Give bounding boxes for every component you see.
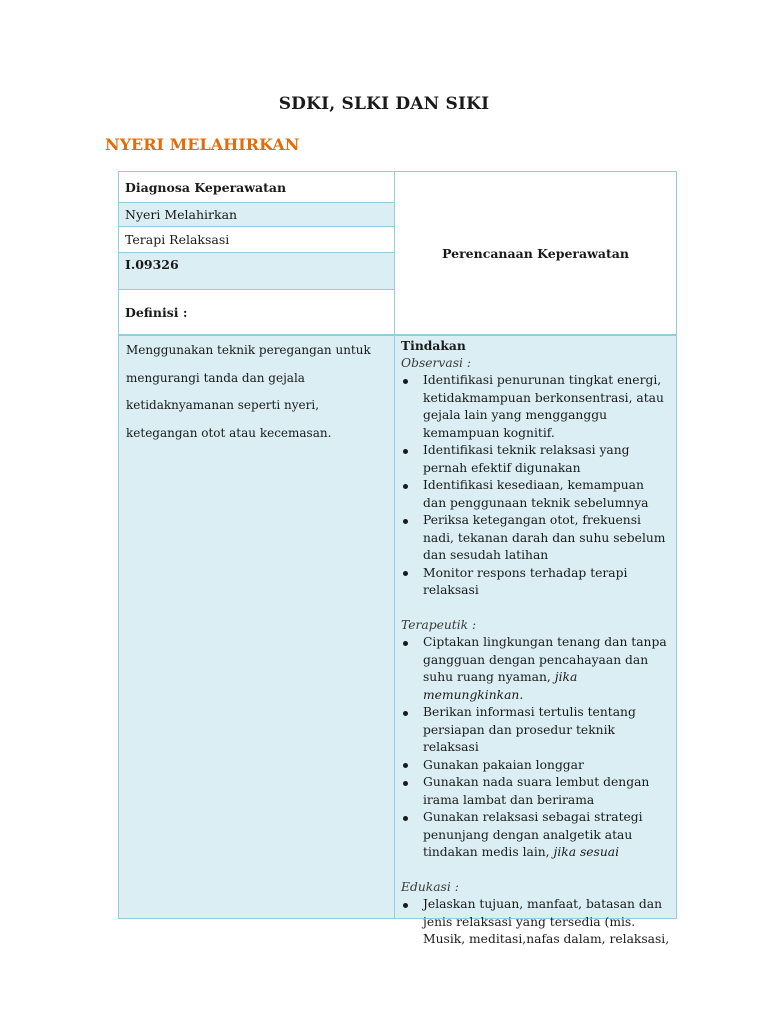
care-plan-table (118, 171, 677, 946)
definition-text: Menggunakan teknik peregangan untuk mengurangi tanda dan gejala ketidaknyamanan seperti nyeri, ketegangan otot atau kecemasan. (119, 336, 394, 918)
document-title: SDKI, SLKI DAN SIKI (278, 94, 490, 114)
diagnosis-name-cell (119, 203, 395, 227)
diagnosis-header: Diagnosa Keperawatan (125, 179, 287, 195)
edukasi-label: Edukasi : (401, 879, 459, 894)
definition-label: Definisi : (125, 304, 188, 320)
section-title: NYERI MELAHIRKAN (105, 135, 300, 154)
intervention-name: Terapi Relaksasi (125, 232, 230, 247)
diagnosis-header-cell (119, 172, 395, 203)
edukasi-list (401, 896, 670, 949)
terapeutik-label: Terapeutik : (401, 617, 477, 632)
list-item: Identifikasi penurunan tingkat energi, ketidakmampuan berkonsentrasi, atau gejala lain yang mengganggu kemampuan kognitif. (401, 372, 670, 442)
plan-header: Perencanaan Keperawatan (442, 245, 629, 261)
list-item: Identifikasi kesediaan, kemampuan dan penggunaan teknik sebelumnya (401, 477, 670, 512)
diagnosis-name: Nyeri Melahirkan (125, 207, 238, 222)
intervention-code: I.09326 (125, 257, 179, 272)
definition-label-cell (119, 290, 395, 334)
list-item: Gunakan relaksasi sebagai strategi penunjang dengan analgetik atau tindakan medis lain, jika sesuai (401, 809, 670, 862)
list-item: Gunakan nada suara lembut dengan irama lambat dan berirama (401, 774, 670, 809)
list-item: Periksa ketegangan otot, frekuensi nadi, tekanan darah dan suhu sebelum dan sesudah latihan (401, 512, 670, 565)
column-divider (394, 172, 395, 918)
list-item: Jelaskan tujuan, manfaat, batasan dan jenis relaksasi yang tersedia (mis. Musik, meditasi,nafas dalam, relaksasi, (401, 896, 670, 949)
intervention-code-cell (119, 253, 395, 290)
terapeutik-list (401, 634, 670, 862)
list-item: Gunakan pakaian longgar (401, 757, 670, 775)
observasi-list (401, 372, 670, 600)
intervention-name-cell (119, 227, 395, 253)
observasi-label: Observasi : (401, 355, 471, 370)
plan-header-cell (395, 172, 676, 334)
list-item: Ciptakan lingkungan tenang dan tanpa gangguan dengan pencahayaan dan suhu ruang nyaman, jika memungkinkan. (401, 634, 670, 704)
list-item: Berikan informasi tertulis tentang persiapan dan prosedur teknik relaksasi (401, 704, 670, 757)
actions-header: Tindakan (401, 338, 466, 353)
list-item: Monitor respons terhadap terapi relaksasi (401, 565, 670, 600)
list-item: Identifikasi teknik relaksasi yang pernah efektif digunakan (401, 442, 670, 477)
actions-cell (395, 336, 676, 946)
